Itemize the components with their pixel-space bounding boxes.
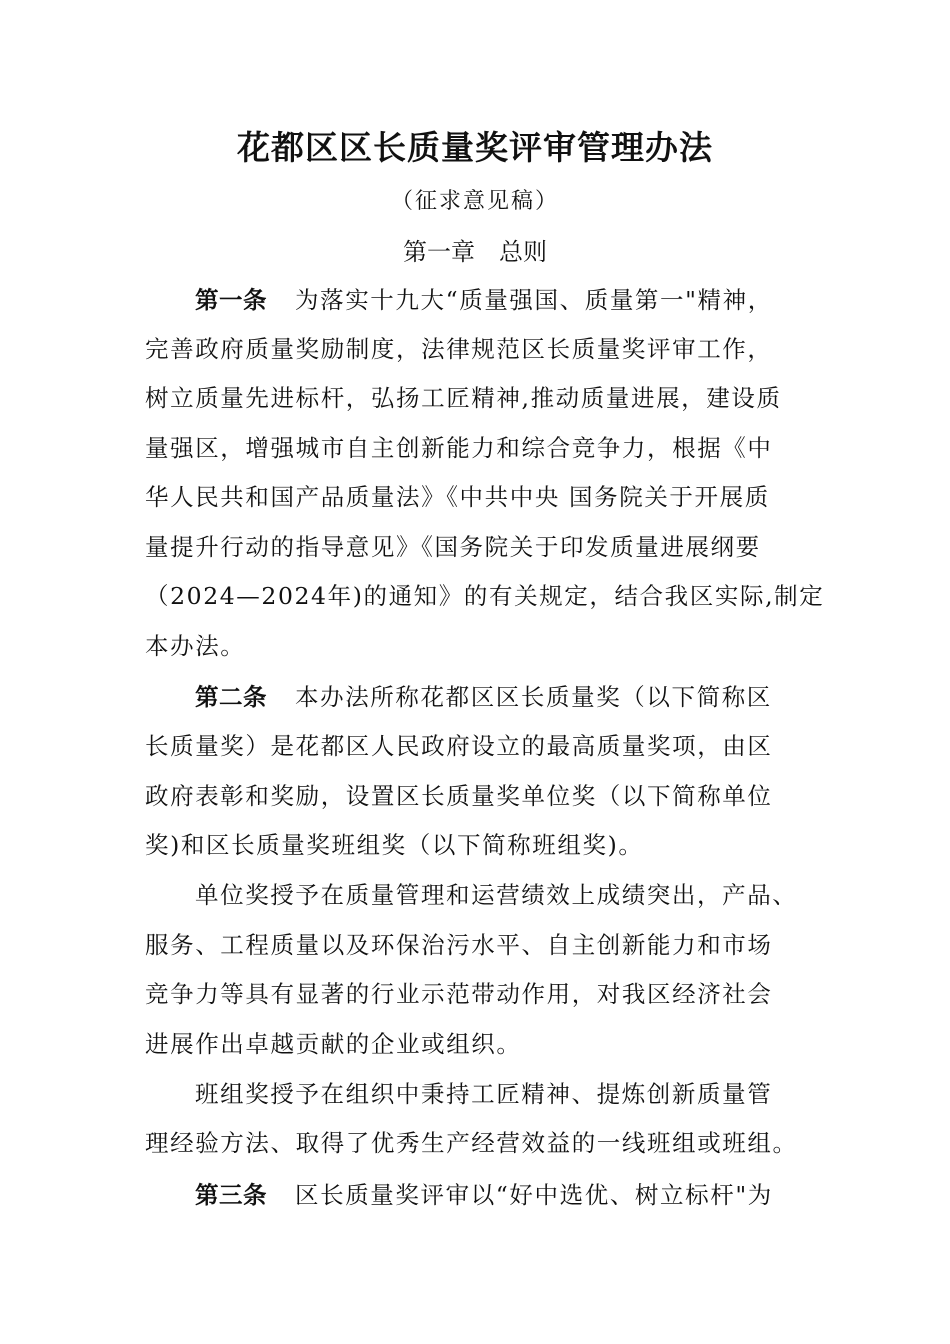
paragraph-line: 理经验方法、取得了优秀生产经营效益的一线班组或班组。 [145, 1129, 798, 1157]
paragraph-line: 完善政府质量奖励制度，法律规范区长质量奖评审工作， [145, 335, 773, 363]
paragraph-line: 进展作出卓越贡献的企业或组织。 [145, 1030, 522, 1058]
paragraph-line: 本办法。 [145, 632, 246, 660]
article-heading: 第二条 [195, 683, 267, 711]
paragraph-line: 奖)和区长质量奖班组奖（以下简称班组奖)。 [145, 831, 644, 859]
paragraph-line: 单位奖授予在质量管理和运营绩效上成绩突出，产品、 [195, 881, 798, 909]
paragraph-line: （2024—2024年)的通知》的有关规定，结合我区实际,制定 [145, 582, 825, 610]
paragraph-line: 长质量奖）是花都区人民政府设立的最高质量奖项，由区 [145, 732, 773, 760]
paragraph-line: 量强区，增强城市自主创新能力和综合竞争力，根据《中 [145, 434, 773, 462]
paragraph-line: 第三条 区长质量奖评审以“好中选优、树立标杆"为 [195, 1181, 773, 1209]
paragraph-line: 竞争力等具有显著的行业示范带动作用，对我区经济社会 [145, 980, 773, 1008]
article-heading: 第一条 [195, 286, 267, 314]
document-title: 花都区区长质量奖评审管理办法 [237, 128, 713, 167]
paragraph-line: 班组奖授予在组织中秉持工匠精神、提炼创新质量管 [195, 1080, 773, 1108]
paragraph-line: 树立质量先进标杆，弘扬工匠精神,推动质量进展，建设质 [145, 384, 782, 412]
chapter-heading: 第一章 总则 [403, 238, 547, 266]
document-subtitle: （征求意见稿） [390, 189, 559, 214]
paragraph-line: 第一条 为落实十九大“质量强国、质量第一"精神， [195, 286, 773, 314]
paragraph-line: 政府表彰和奖励，设置区长质量奖单位奖（以下简称单位 [145, 782, 773, 810]
paragraph-line: 服务、工程质量以及环保治污水平、自主创新能力和市场 [145, 931, 773, 959]
paragraph-line: 量提升行动的指导意见》《国务院关于印发质量进展纲要 [145, 533, 761, 561]
paragraph-line: 第二条 本办法所称花都区区长质量奖（以下简称区 [195, 683, 772, 711]
paragraph-line: 华人民共和国产品质量法》《中共中央 国务院关于开展质 [145, 483, 770, 511]
article-heading: 第三条 [195, 1181, 267, 1209]
